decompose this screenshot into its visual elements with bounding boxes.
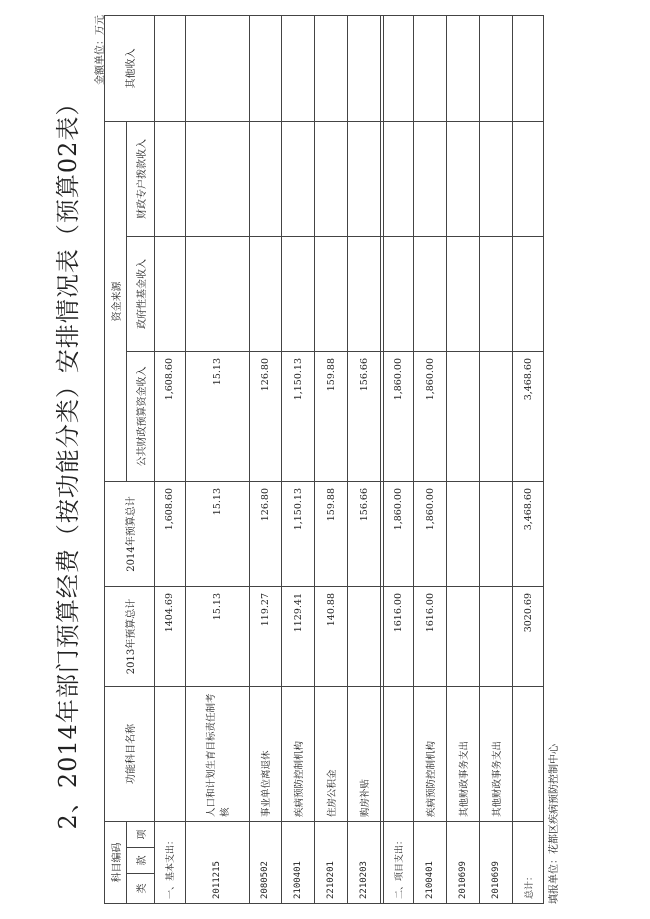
row-other-income xyxy=(513,15,544,121)
page-title: 2、2014年部门预算经费（按功能分类）安排情况表（预算02表） xyxy=(54,90,82,830)
row-gov-fund xyxy=(348,236,381,351)
row-total-2014: 1,860.00 xyxy=(383,481,414,586)
row-public-fund: 15.13 xyxy=(185,351,249,481)
row-name: 购房补贴 xyxy=(348,686,381,821)
row-special-fund xyxy=(480,121,513,236)
row-gov-fund xyxy=(249,236,282,351)
row-code: 2010699 xyxy=(480,821,513,903)
row-name xyxy=(513,686,544,821)
row-special-fund xyxy=(414,121,447,236)
row-other-income xyxy=(480,15,513,121)
row-special-fund xyxy=(447,121,480,236)
row-total-2014: 3,468.60 xyxy=(513,481,544,586)
header-subject-code: 科目编码 xyxy=(105,821,127,903)
row-total-2013: 15.13 xyxy=(185,586,249,686)
row-total-2013 xyxy=(348,586,381,686)
table-row xyxy=(513,15,544,903)
table-row xyxy=(383,15,414,903)
header-kuan: 款 xyxy=(127,848,155,874)
row-code: 2011215 xyxy=(185,821,249,903)
row-other-income xyxy=(315,15,348,121)
row-special-fund xyxy=(513,121,544,236)
row-total-2013: 1616.00 xyxy=(414,586,447,686)
table-row xyxy=(447,15,480,903)
row-name: 疾病预防控制机构 xyxy=(414,686,447,821)
row-other-income xyxy=(383,15,414,121)
row-gov-fund xyxy=(447,236,480,351)
row-gov-fund xyxy=(513,236,544,351)
row-gov-fund xyxy=(282,236,315,351)
row-public-fund: 156.66 xyxy=(348,351,381,481)
row-total-2014 xyxy=(447,481,480,586)
header-other-income: 其他收入 xyxy=(105,15,155,121)
row-other-income xyxy=(414,15,447,121)
row-other-income xyxy=(447,15,480,121)
row-total-2014 xyxy=(480,481,513,586)
row-special-fund xyxy=(315,121,348,236)
row-code: 2080502 xyxy=(249,821,282,903)
row-name: 住房公积金 xyxy=(315,686,348,821)
row-gov-fund xyxy=(480,236,513,351)
row-gov-fund xyxy=(155,236,186,351)
row-total-2014: 15.13 xyxy=(185,481,249,586)
row-public-fund: 126.80 xyxy=(249,351,282,481)
header-total-2013: 2013年预算总计 xyxy=(105,586,155,686)
row-public-fund xyxy=(480,351,513,481)
row-total-2014: 126.80 xyxy=(249,481,282,586)
table-row xyxy=(315,15,348,903)
row-code: 2210203 xyxy=(348,821,381,903)
header-fund-source: 资金来源 xyxy=(105,121,127,481)
table-row xyxy=(348,15,381,903)
table-row xyxy=(480,15,513,903)
table-row xyxy=(414,15,447,903)
row-name xyxy=(383,686,414,821)
header-special-fund: 财政专户拨款收入 xyxy=(127,121,155,236)
row-public-fund: 1,860.00 xyxy=(383,351,414,481)
row-total-2014: 1,860.00 xyxy=(414,481,447,586)
budget-table xyxy=(104,15,544,904)
row-code: 2100401 xyxy=(282,821,315,903)
row-other-income xyxy=(282,15,315,121)
row-public-fund: 1,860.00 xyxy=(414,351,447,481)
row-total-2013: 140.88 xyxy=(315,586,348,686)
row-code: 二、项目支出： xyxy=(383,821,414,903)
header-xiang: 项 xyxy=(127,821,155,847)
row-code: 2210201 xyxy=(315,821,348,903)
row-name xyxy=(155,686,186,821)
row-special-fund xyxy=(383,121,414,236)
row-total-2013: 1404.69 xyxy=(155,586,186,686)
row-special-fund xyxy=(282,121,315,236)
row-name: 疾病预防控制机构 xyxy=(282,686,315,821)
row-total-2013 xyxy=(480,586,513,686)
row-gov-fund xyxy=(414,236,447,351)
row-total-2013: 3020.69 xyxy=(513,586,544,686)
reporting-unit: 填报单位：花都区疾病预防控制中心 xyxy=(549,744,560,904)
header-gov-fund: 政府性基金收入 xyxy=(127,236,155,351)
table-row xyxy=(249,15,282,903)
header-name: 功能科目名称 xyxy=(105,686,155,821)
row-other-income xyxy=(348,15,381,121)
row-special-fund xyxy=(348,121,381,236)
header-lei: 类 xyxy=(127,874,155,904)
row-other-income xyxy=(155,15,186,121)
row-name: 事业单位离退休 xyxy=(249,686,282,821)
table-row xyxy=(282,15,315,903)
budget-sheet xyxy=(25,10,625,910)
table-row xyxy=(185,15,249,903)
row-name: 其他财政事务支出 xyxy=(480,686,513,821)
header-total-2014: 2014年预算总计 xyxy=(105,481,155,586)
unit-label: 金额单位：万元 xyxy=(95,15,106,85)
row-public-fund: 1,608.60 xyxy=(155,351,186,481)
header-public-fund: 公共财政预算资金收入 xyxy=(127,351,155,481)
row-code: 2100401 xyxy=(414,821,447,903)
row-other-income xyxy=(249,15,282,121)
row-total-2014: 1,608.60 xyxy=(155,481,186,586)
row-code: 一、基本支出： xyxy=(155,821,186,903)
row-public-fund: 159.88 xyxy=(315,351,348,481)
row-total-2013 xyxy=(447,586,480,686)
row-gov-fund xyxy=(185,236,249,351)
table-row xyxy=(155,15,186,903)
row-other-income xyxy=(185,15,249,121)
row-total-2014: 159.88 xyxy=(315,481,348,586)
row-code: 2010699 xyxy=(447,821,480,903)
row-total-2013: 119.27 xyxy=(249,586,282,686)
row-gov-fund xyxy=(315,236,348,351)
row-public-fund: 1,150.13 xyxy=(282,351,315,481)
row-name: 其他财政事务支出 xyxy=(447,686,480,821)
row-total-2013: 1616.00 xyxy=(383,586,414,686)
row-gov-fund xyxy=(383,236,414,351)
row-total-2014: 1,150.13 xyxy=(282,481,315,586)
row-special-fund xyxy=(185,121,249,236)
row-name: 人口和计划生育目标责任制考核 xyxy=(185,686,249,821)
row-total-2014: 156.66 xyxy=(348,481,381,586)
row-code: 总计： xyxy=(513,821,544,903)
row-public-fund xyxy=(447,351,480,481)
row-special-fund xyxy=(249,121,282,236)
row-total-2013: 1129.41 xyxy=(282,586,315,686)
row-special-fund xyxy=(155,121,186,236)
row-public-fund: 3,468.60 xyxy=(513,351,544,481)
